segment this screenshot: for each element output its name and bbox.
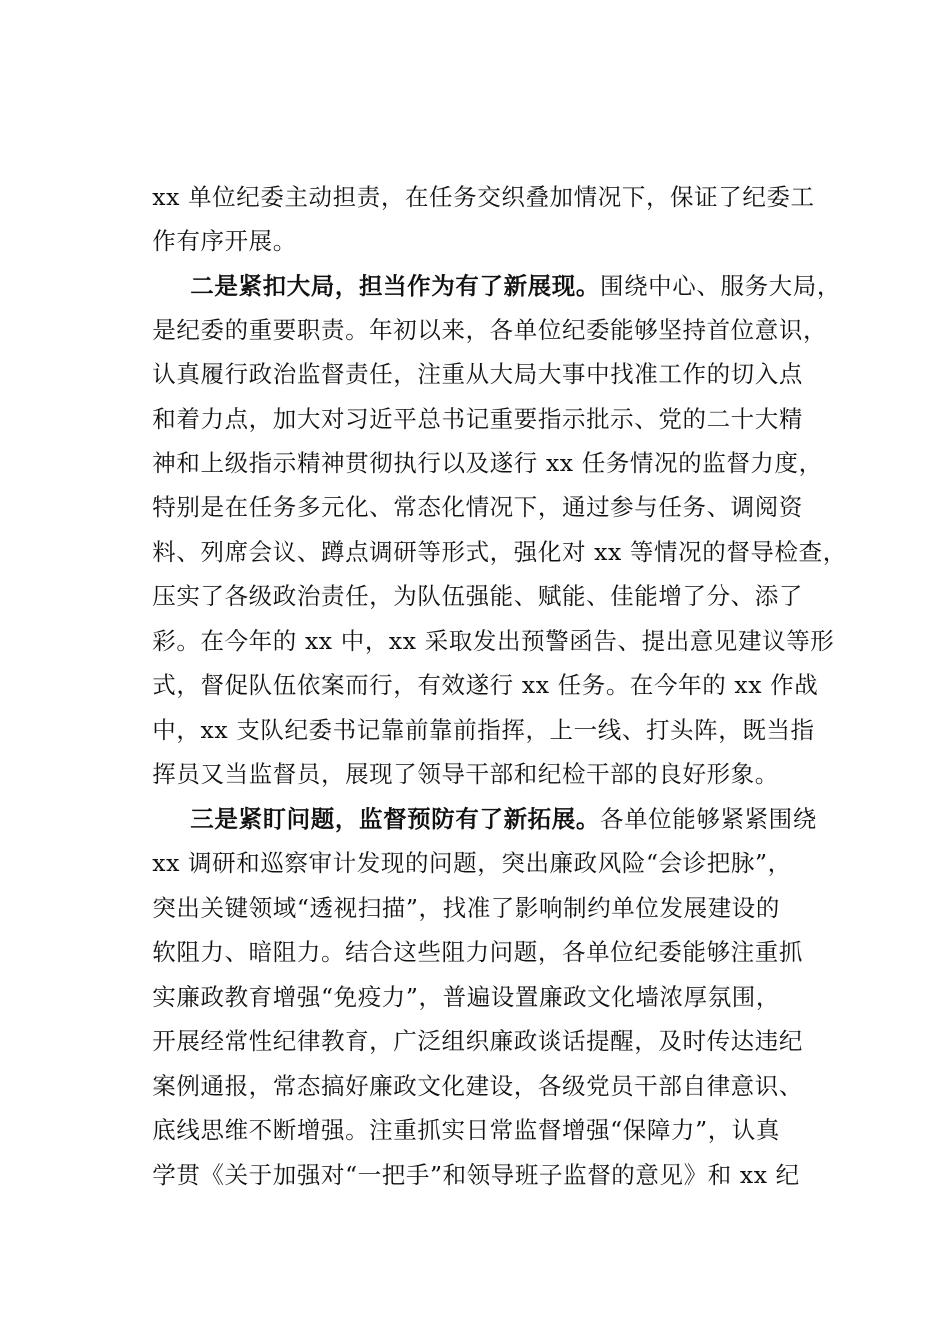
body-line-7 [120, 415, 823, 477]
body-line-20 [120, 993, 803, 1055]
body-line-12 [120, 637, 819, 699]
line-text: 底线思维不断增强。注重抓实日常监督增强“保障力”，认真 [152, 1116, 781, 1144]
line-text: 开展经常性纪律教育，广泛组织廉政谈话提醒，及时传达违纪 [152, 1027, 803, 1055]
body-line-11 [120, 593, 835, 655]
body-line-13 [120, 682, 815, 744]
body-line-10 [120, 548, 803, 610]
line-text: 挥员又当监督员，展现了领导干部和纪检干部的良好形象。 [152, 760, 779, 788]
paragraph-2-first-line [158, 238, 841, 300]
line-text: 压实了各级政治责任，为队伍强能、赋能、佳能增了分、添了 [152, 582, 803, 610]
body-line-18 [120, 904, 803, 966]
body-line-16 [120, 815, 792, 877]
body-line-19 [120, 949, 781, 1011]
line-text: 认真履行政治监督责任，注重从大局大事中找准工作的切入点 [152, 360, 803, 388]
body-line-6 [120, 371, 803, 433]
body-line-17 [120, 860, 781, 922]
line-text: xx 单位纪委主动担责，在任务交织叠加情况下，保证了纪委工 [152, 183, 815, 211]
body-line-2 [120, 193, 297, 255]
paragraph-3-first-line [158, 771, 817, 833]
line-text: xx 调研和巡察审计发现的问题，突出廉政风险“会诊把脉”， [152, 849, 792, 877]
line-text: 软阻力、暗阻力。结合这些阻力问题，各单位纪委能够注重抓 [152, 938, 803, 966]
line-text: 作有序开展。 [152, 227, 297, 255]
line-text: 各单位能够紧紧围绕 [599, 805, 817, 833]
paragraph-3-lead-sentence: 三是紧盯问题，监督预防有了新拓展。 [190, 805, 600, 833]
body-line-22 [120, 1082, 781, 1144]
body-line-21 [120, 1038, 803, 1100]
body-line-14 [120, 726, 779, 788]
line-text: 彩。在今年的 xx 中，xx 采取发出预警函告、提出意见建议等形 [152, 627, 835, 655]
body-line-5 [120, 326, 803, 388]
body-line-1 [120, 149, 815, 211]
line-text: 和着力点，加大对习近平总书记重要指示批示、党的二十大精 [152, 405, 803, 433]
line-text: 学贯《关于加强对“一把手”和领导班子监督的意见》和 xx 纪 [152, 1161, 800, 1189]
line-text: 案例通报，常态搞好廉政文化建设，各级党员干部自律意识、 [152, 1072, 803, 1100]
line-text: 中，xx 支队纪委书记靠前靠前指挥，上一线、打头阵，既当指 [152, 716, 815, 744]
body-line-9 [120, 504, 847, 566]
line-text: 式，督促队伍依案而行，有效遂行 xx 任务。在今年的 xx 作战 [152, 671, 819, 699]
body-line-4 [120, 282, 828, 344]
line-text: 是纪委的重要职责。年初以来，各单位纪委能够坚持首位意识， [152, 316, 828, 344]
line-text: 特别是在任务多元化、常态化情况下，通过参与任务、调阅资 [152, 493, 803, 521]
body-line-8 [120, 459, 803, 521]
line-text: 实廉政教育增强“免疫力”，普遍设置廉政文化墙浓厚氛围， [152, 983, 781, 1011]
line-text: 神和上级指示精神贯彻执行以及遂行 xx 任务情况的监督力度， [152, 449, 823, 477]
paragraph-2-lead-sentence: 二是紧扣大局，担当作为有了新展现。 [190, 272, 600, 300]
line-text: 围绕中心、服务大局， [599, 272, 841, 300]
body-line-23 [120, 1127, 800, 1189]
line-text: 突出关键领域“透视扫描”，找准了影响制约单位发展建设的 [152, 894, 781, 922]
line-text: 料、列席会议、蹲点调研等形式，强化对 xx 等情况的督导检查， [152, 538, 847, 566]
